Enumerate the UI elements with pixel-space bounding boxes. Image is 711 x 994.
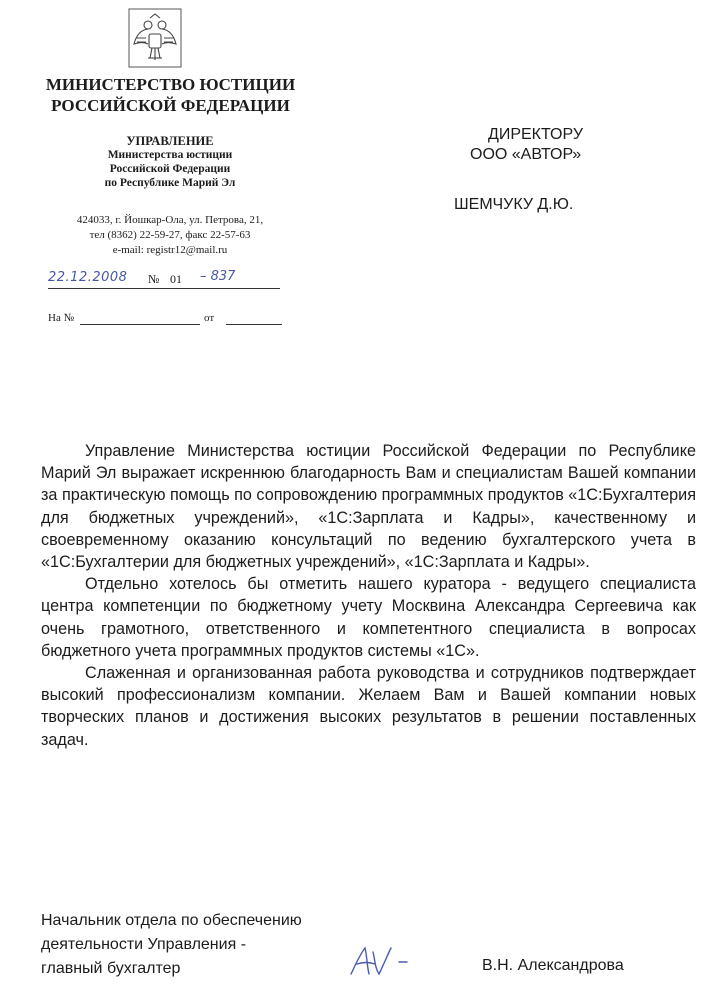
phone-fax-line: тел (8362) 22-59-27, факс 22-57-63	[89, 229, 251, 241]
body-paragraph-1: Управление Министерства юстиции Российской Федерации по Республике Марий Эл выражает искреннюю благодарность Вам и специалистам Вашей компании за практическую помощь по сопровождению программных продуктов «1С:Бухгалтерия для бюджетных учреждений», «1С:Зарплата и Кадры», качественному и своевременному оказанию консультаций по ведению бухгалтерского учета в «1С:Бухгалтерии для бюджетных учреждений», «1С:Зарплата и Кадры».	[41, 442, 696, 572]
reference-line	[48, 312, 288, 328]
position-line-2: деятельности Управления -	[41, 936, 247, 953]
body-paragraph-2: Отдельно хотелось бы отметить нашего куратора - ведущего специалиста центра компетенции по бюджетному учету Москвина Александра Сергеевича как очень грамотного, ответственного и компетентного специалиста в вопросах бюджетного учета программных продуктов системы «1С».	[41, 575, 696, 660]
recipient-company: ООО «АВТОР»	[470, 146, 582, 163]
registration-date: 22.12.2008	[48, 270, 128, 285]
number-label: №	[148, 272, 160, 286]
department-line-3: по Республике Марий Эл	[104, 177, 236, 189]
recipient-block	[440, 125, 670, 215]
department-line-1: Министерства юстиции	[107, 149, 233, 161]
ministry-line-2: РОССИЙСКОЙ ФЕДЕРАЦИИ	[51, 96, 290, 115]
position-line-1: Начальник отдела по обеспечению	[41, 912, 302, 929]
reference-label: На №	[48, 312, 75, 324]
signatory-name: В.Н. Александрова	[482, 957, 624, 974]
position-line-3: главный бухгалтер	[41, 960, 181, 977]
from-blank	[226, 324, 282, 325]
registration-line	[48, 270, 288, 290]
address-block	[45, 213, 295, 258]
letter-body	[41, 440, 696, 751]
from-label: от	[204, 312, 215, 324]
state-emblem-icon	[128, 8, 182, 68]
ministry-line-1: МИНИСТЕРСТВО ЮСТИЦИИ	[45, 75, 296, 94]
department-line-2: Российской Федерации	[109, 163, 231, 175]
body-paragraph-3: Слаженная и организованная работа руководства и сотрудников подтверждает высокий профессионализм компании. Желаем Вам и Вашей компании новых творческих планов и достижения высоких результатов в решении поставленных задач.	[41, 664, 696, 749]
department-block	[60, 134, 280, 190]
signatory-position	[41, 909, 361, 981]
recipient-name: ШЕМЧУКУ Д.Ю.	[454, 196, 574, 213]
ministry-header	[38, 74, 303, 116]
email-line: e-mail: registr12@mail.ru	[112, 244, 228, 256]
reference-blank	[80, 324, 200, 325]
department-title: УПРАВЛЕНИЕ	[126, 134, 214, 148]
number-prefix: 01	[170, 272, 182, 286]
address-line: 424033, г. Йошкар-Ола, ул. Петрова, 21,	[76, 214, 264, 226]
handwritten-signature	[345, 940, 425, 980]
registration-underline	[48, 288, 280, 289]
recipient-title: ДИРЕКТОРУ	[488, 126, 583, 143]
number-handwritten: – 837	[200, 269, 236, 284]
